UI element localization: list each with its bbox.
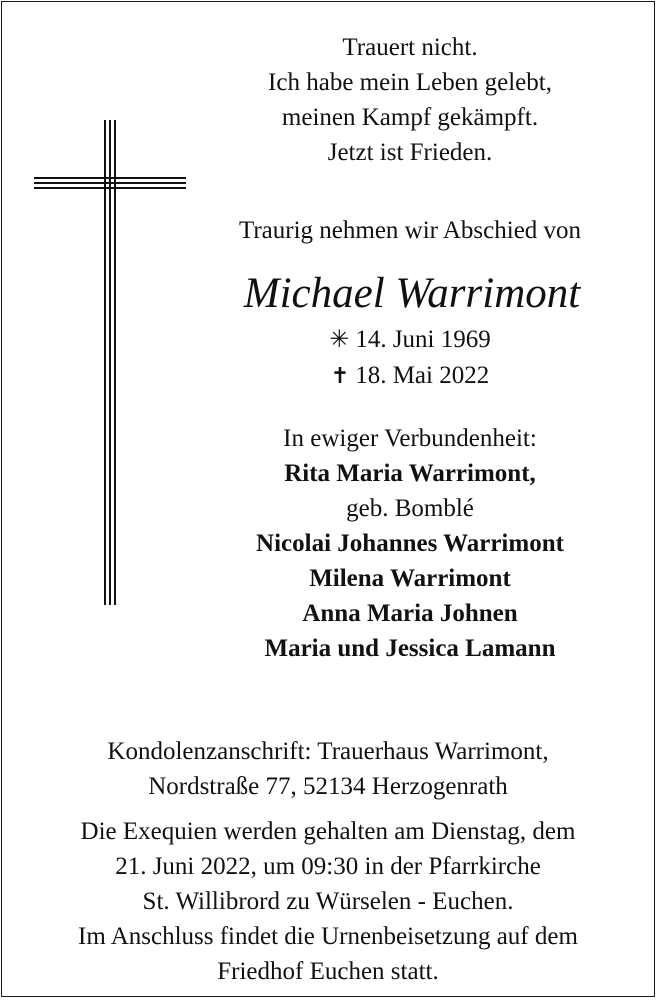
service-line: St. Willibrord zu Würselen - Euchen. xyxy=(142,888,514,915)
condolence-line: Kondolenzanschrift: Trauerhaus Warrimont, xyxy=(107,738,549,765)
birth-date: 14. Juni 1969 xyxy=(355,326,491,353)
mourners-list xyxy=(200,421,620,666)
service-info xyxy=(10,814,646,989)
notice-footer xyxy=(10,734,646,989)
life-dates xyxy=(200,322,620,393)
cross-icon xyxy=(30,120,190,605)
birth-date-line xyxy=(200,322,620,358)
death-cross-icon: ✝ xyxy=(330,363,350,388)
poem-line: meinen Kampf gekämpft. xyxy=(281,104,539,131)
service-line: 21. Juni 2022, um 09:30 in der Pfarrkirche xyxy=(115,853,541,880)
death-date: 18. Mai 2022 xyxy=(355,362,490,389)
condolence-line: Nordstraße 77, 52134 Herzogenrath xyxy=(148,773,508,800)
condolence-address xyxy=(10,734,646,804)
poem-line: Ich habe mein Leben gelebt, xyxy=(268,69,552,96)
mourner-spouse-nee: geb. Bomblé xyxy=(346,495,474,522)
farewell-intro-text: Traurig nehmen wir Abschied von xyxy=(238,217,582,244)
service-line: Friedhof Euchen statt. xyxy=(217,958,439,985)
death-date-line xyxy=(200,358,620,393)
service-line: Die Exequien werden gehalten am Dienstag, dem xyxy=(80,818,576,845)
mourner: Maria und Jessica Lamann xyxy=(264,635,556,662)
mourner: Nicolai Johannes Warrimont xyxy=(256,530,564,557)
service-line: Im Anschluss findet die Urnenbeisetzung auf dem xyxy=(78,923,578,950)
deceased-name: Michael Warrimont xyxy=(243,270,581,317)
poem xyxy=(200,30,620,170)
mourner: Anna Maria Johnen xyxy=(302,600,518,627)
mourner-spouse: Rita Maria Warrimont, xyxy=(284,460,536,487)
birth-star-icon: ✳ xyxy=(329,327,350,353)
poem-line: Trauert nicht. xyxy=(342,34,478,61)
poem-line: Jetzt ist Frieden. xyxy=(327,139,493,166)
mourners-heading: In ewiger Verbundenheit: xyxy=(283,425,537,452)
farewell-intro xyxy=(200,213,620,248)
mourner: Milena Warrimont xyxy=(309,565,511,592)
